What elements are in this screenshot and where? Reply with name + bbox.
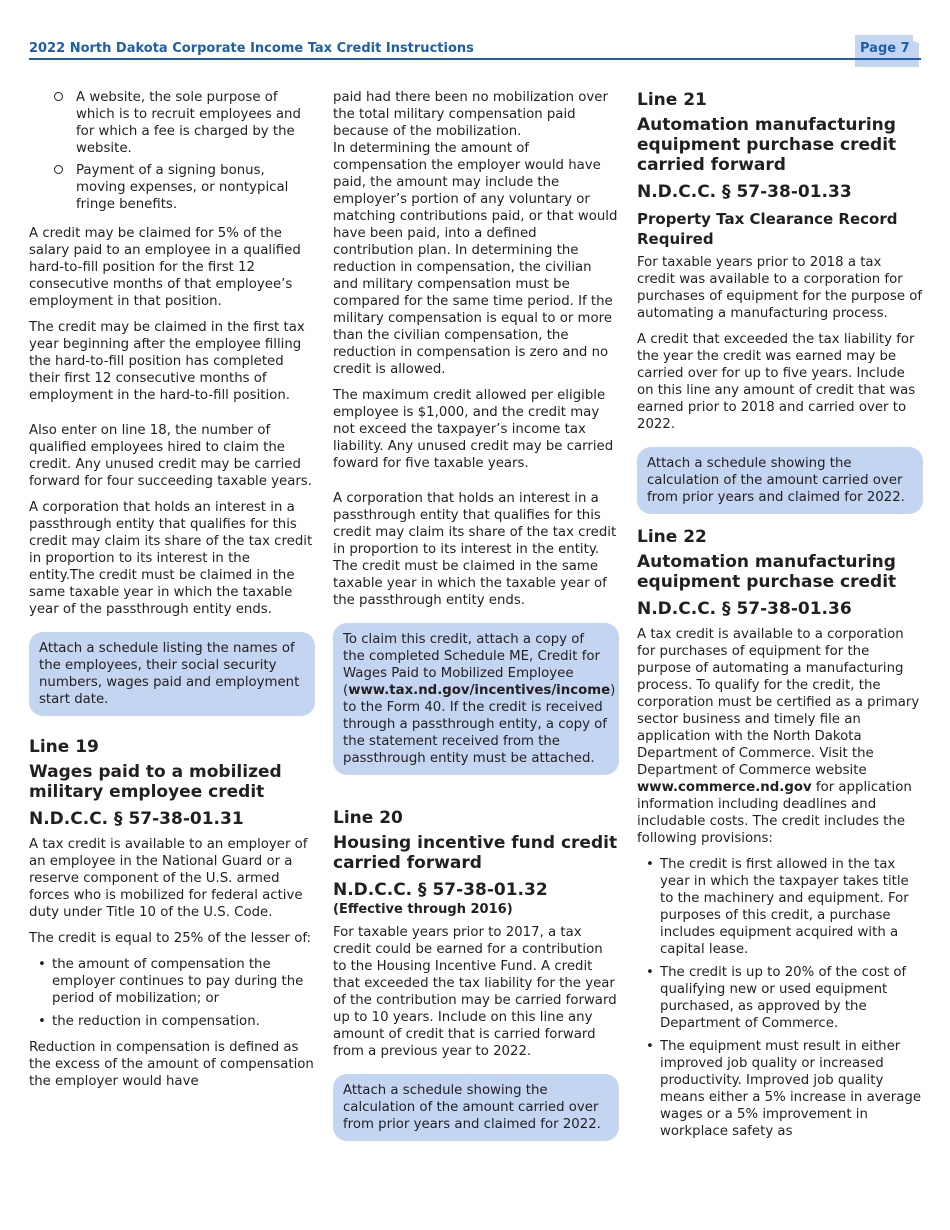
list-item: • The credit is up to 20% of the cost of qualifying new or used equipment purchased, as approved by the Department of Commerce. xyxy=(646,965,907,1031)
line-22-label: Line 22 xyxy=(637,527,707,547)
paragraph: In determining the amount of compensation the employer would have paid, the amount may include the employer’s portion of any voluntary or matching contributions paid, or that would have been paid, into a defined contribution plan. In determining the reduction in compensation, the civilian and military compensation must be compared for the same time period. If the military compensation is equal to or more than the civilian compensation, the reduction in compensation is zero and no credit is allowed. xyxy=(333,141,618,377)
line-21-subheading: Property Tax Clearance Record Required xyxy=(637,210,898,248)
line-21-heading: Automation manufacturing equipment purchase credit carried forward xyxy=(637,115,897,175)
paragraph: A corporation that holds an interest in a passthrough entity that qualifies for this credit may claim its share of the tax credit in proportion to its interest in the entity. The credit must be claimed in the same taxable year in which the taxable year of the passthrough entity ends. xyxy=(333,491,617,608)
sub-bullet-list xyxy=(29,89,315,213)
line-19-heading: Wages paid to a mobilized military employee credit xyxy=(29,762,282,802)
paragraph: A tax credit is available to a corporation for purchases of equipment for the purpose of automating a manufacturing process. To qualify for the credit, the corporation must be certified as a primary sector business and timely file an application with the North Dakota Department of Commerce. Visit the Department of Commerce website www.commerce.nd.gov for application information including deadlines and includable costs. The credit includes the following provisions: xyxy=(637,627,920,846)
note-box: Attach a schedule listing the names of the employees, their social security numbers, wages paid and employment start date. xyxy=(29,632,315,716)
bullet-icon: • xyxy=(38,957,46,972)
bullet-list xyxy=(29,956,315,1030)
circle-bullet-icon xyxy=(54,165,63,174)
bullet-icon: • xyxy=(646,965,654,980)
column-3 xyxy=(637,89,923,1149)
header-rule xyxy=(29,58,921,60)
tax-website-link[interactable]: www.tax.nd.gov/incentives/income xyxy=(348,683,611,698)
paragraph: Also enter on line 18, the number of qualified employees hired to claim the credit. Any unused credit may be carried forward for four succeeding taxable years. xyxy=(29,423,312,489)
bullet-icon: • xyxy=(38,1014,46,1029)
bullet-icon: • xyxy=(646,1039,654,1054)
line-21-label: Line 21 xyxy=(637,90,707,110)
note-box: To claim this credit, attach a copy of the completed Schedule ME, Credit for Wages Paid to Mobilized Employee (www.tax.nd.gov/incentives/income) to the Form 40. If the credit is received through a passthrough entity, a copy of the statement received from the passthrough entity must be attached. xyxy=(333,623,619,775)
note-box: Attach a schedule showing the calculation of the amount carried over from prior years and claimed for 2022. xyxy=(333,1074,619,1141)
list-item: A website, the sole purpose of which is to recruit employees and for which a fee is charged by the website. xyxy=(29,89,315,157)
line-22-ndcc: N.D.C.C. § 57-38-01.36 xyxy=(637,599,852,619)
list-item: • the amount of compensation the employer continues to pay during the period of mobilization; or xyxy=(38,957,304,1006)
paragraph: The maximum credit allowed per eligible employee is $1,000, and the credit may not exceed the taxpayer’s income tax liability. Any unused credit may be carried foward for five taxable years. xyxy=(333,388,614,471)
paragraph: Reduction in compensation is defined as the excess of the amount of compensation the employer would have xyxy=(29,1040,314,1089)
paragraph: The credit may be claimed in the first tax year beginning after the employee filling the hard-to-fill position has completed their first 12 consecutive months of employment in the hard-to-fill position. xyxy=(29,320,305,403)
paragraph: For taxable years prior to 2017, a tax credit could be earned for a contribution to the Housing Incentive Fund. A credit that exceeded the tax liability for the year of the contribution may be carried forward up to 10 years. Include on this line any amount of credit that is carried forward from a previous year to 2022. xyxy=(333,925,617,1059)
list-item: • The credit is first allowed in the tax year in which the taxpayer takes title to the machinery and equipment. For purposes of this credit, a purchase includes equipment acquired with a capital lease. xyxy=(646,857,909,957)
note-box: Attach a schedule showing the calculation of the amount carried over from prior years and claimed for 2022. xyxy=(637,447,923,514)
line-20-effective: (Effective through 2016) xyxy=(333,902,513,917)
bullet-icon: • xyxy=(646,857,654,872)
column-1 xyxy=(29,89,315,1099)
line-20-label: Line 20 xyxy=(333,808,403,828)
paragraph: A corporation that holds an interest in a passthrough entity that qualifies for this credit may claim its share of the tax credit in proportion to its interest in the entity.The credit must be claimed in the same taxable year in which the taxable year of the passthrough entity ends. xyxy=(29,500,313,617)
paragraph: A credit that exceeded the tax liability for the year the credit was earned may be carried over for up to five years. Include on this line any amount of credit that was earned prior to 2018 and carried over to 2022. xyxy=(637,332,916,432)
paragraph: For taxable years prior to 2018 a tax credit was available to a corporation for purchases of equipment for the purpose of automating a manufacturing process. xyxy=(637,255,923,321)
line-20-ndcc: N.D.C.C. § 57-38-01.32 xyxy=(333,880,548,900)
line-19-label: Line 19 xyxy=(29,737,99,757)
list-item: • the reduction in compensation. xyxy=(38,1014,260,1029)
header-title: 2022 North Dakota Corporate Income Tax Credit Instructions xyxy=(29,41,474,56)
line-20-heading: Housing incentive fund credit carried forward xyxy=(333,833,618,873)
paragraph: A credit may be claimed for 5% of the salary paid to an employee in a qualified hard-to-fill position for the first 12 consecutive months of that employee’s employment in that position. xyxy=(29,226,301,309)
commerce-website-link[interactable]: www.commerce.nd.gov xyxy=(637,780,812,795)
paragraph: A tax credit is available to an employer of an employee in the National Guard or a reserve component of the U.S. armed forces who is mobilized for federal active duty under Title 10 of the U.S. Code. xyxy=(29,837,308,920)
line-19-ndcc: N.D.C.C. § 57-38-01.31 xyxy=(29,809,244,829)
list-item: • The equipment must result in either improved job quality or increased productivity. Improved job quality means either a 5% increase in average wages or a 5% improvement in workplace safety as xyxy=(646,1039,922,1139)
column-2 xyxy=(333,89,619,1155)
line-22-heading: Automation manufacturing equipment purchase credit xyxy=(637,552,897,592)
bullet-list xyxy=(637,856,923,1140)
paragraph: paid had there been no mobilization over the total military compensation paid because of the mobilization. xyxy=(333,90,608,139)
page-number: Page 7 xyxy=(860,41,910,56)
line-21-ndcc: N.D.C.C. § 57-38-01.33 xyxy=(637,182,852,202)
circle-bullet-icon xyxy=(54,92,63,101)
list-item: Payment of a signing bonus, moving expenses, or nontypical fringe benefits. xyxy=(29,162,315,213)
paragraph: The credit is equal to 25% of the lesser of: xyxy=(29,931,312,946)
